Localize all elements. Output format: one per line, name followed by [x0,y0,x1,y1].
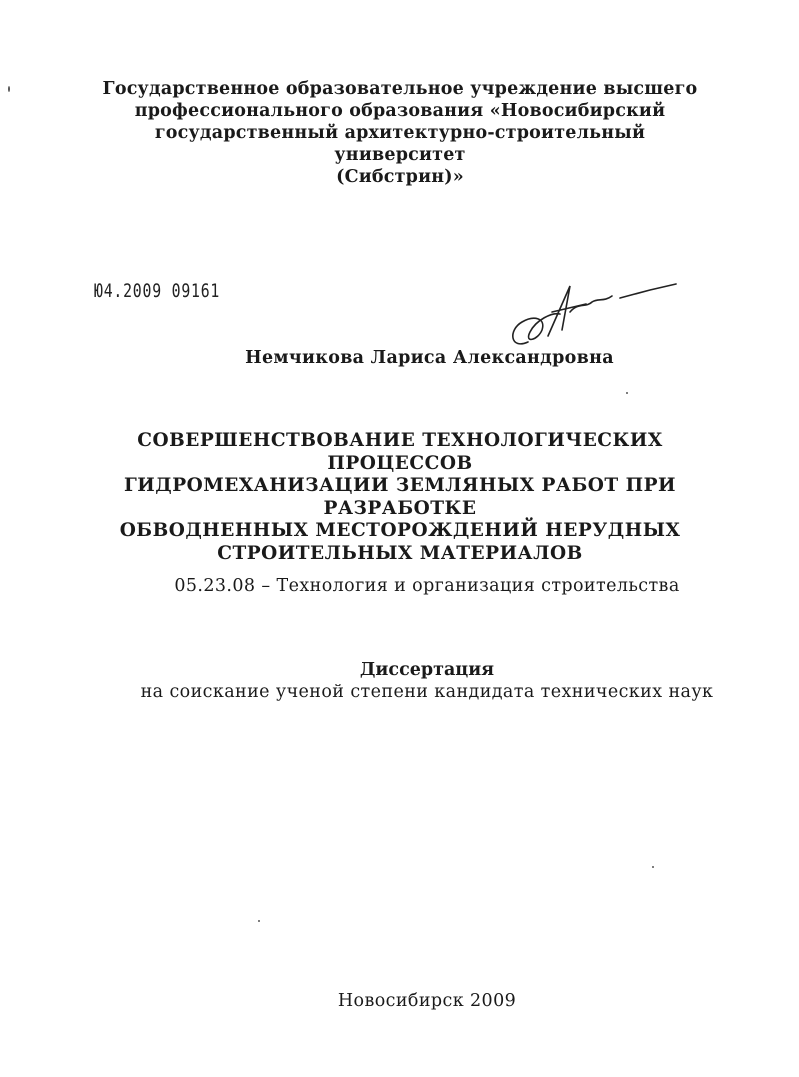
institution-line: Государственное образовательное учреждение высшего [102,79,698,99]
archive-stamp-number: Ю4.2009 09161 [94,280,221,302]
scan-speck [626,392,628,394]
author-name: Немчикова Лариса Александровна [245,348,614,368]
institution-header [100,78,700,188]
institution-line: (Сибстрин)» [336,167,464,187]
work-type: Диссертация [359,660,495,680]
dissertation-title [90,430,710,565]
title-line: СОВЕРШЕНСТВОВАНИЕ ТЕХНОЛОГИЧЕСКИХ ПРОЦЕССОВ [137,430,663,474]
city-year: Новосибирск 2009 [337,991,517,1011]
degree-line: на соискание ученой степени кандидата технических наук [140,682,714,702]
scan-speck [8,86,10,92]
institution-line: государственный архитектурно-строительный университет [154,123,646,165]
title-line: СТРОИТЕЛЬНЫХ МАТЕРИАЛОВ [217,542,583,564]
institution-line: профессионального образования «Новосибирский [134,101,666,121]
title-line: ГИДРОМЕХАНИЗАЦИИ ЗЕМЛЯНЫХ РАБОТ ПРИ РАЗРАБОТКЕ [124,475,676,519]
specialty-code: 05.23.08 – Технология и организация строительства [174,576,680,596]
scan-speck [258,920,260,922]
title-line: ОБВОДНЕННЫХ МЕСТОРОЖДЕНИЙ НЕРУДНЫХ [119,520,681,541]
scan-speck [652,866,654,868]
